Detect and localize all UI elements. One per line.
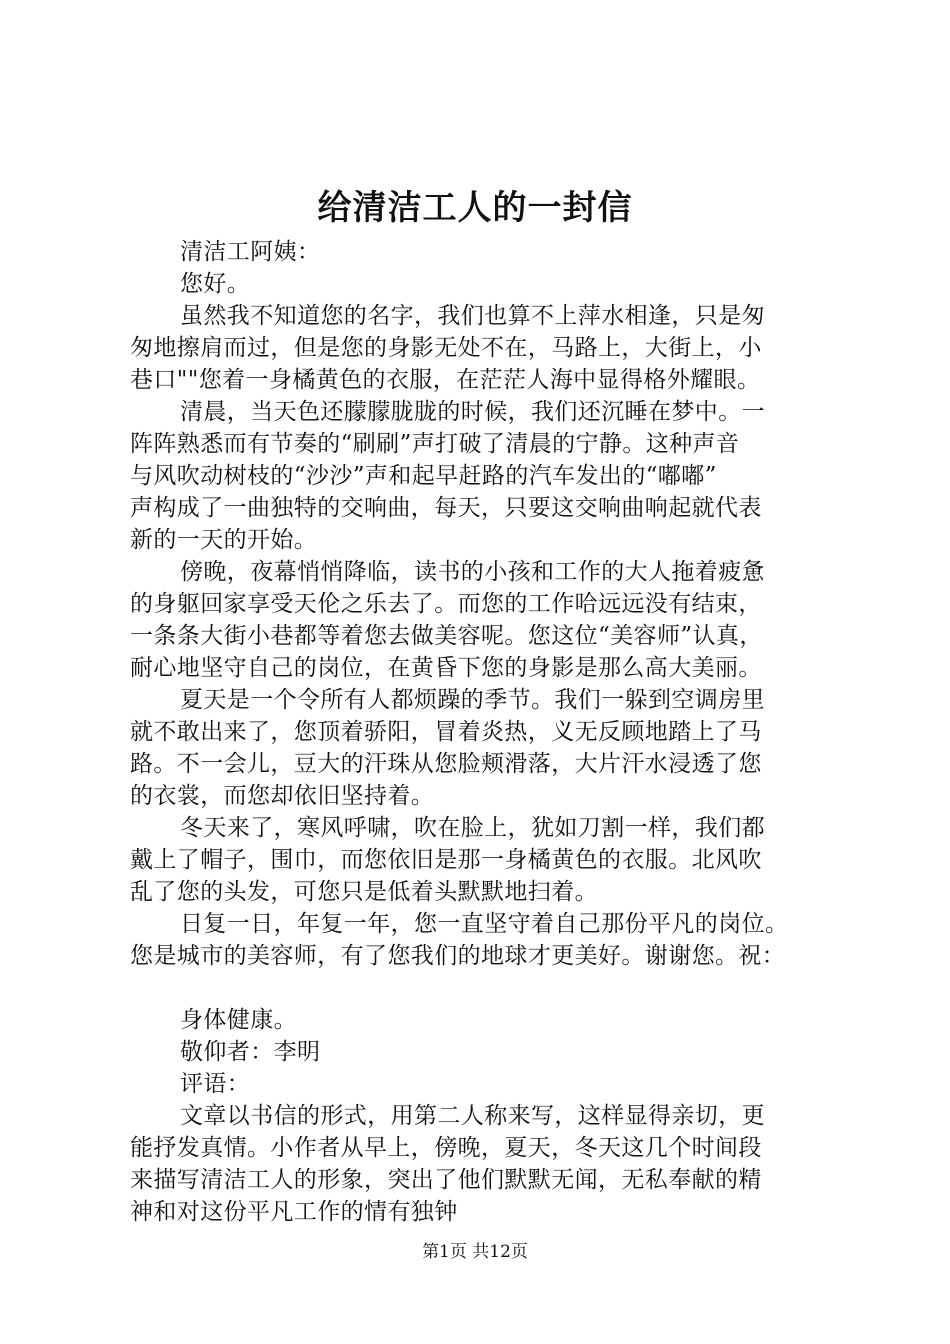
text-line: 巷口""您着一身橘黄色的衣服，在茫茫人海中显得格外耀眼。: [130, 367, 761, 393]
text-line: 您好。: [180, 271, 251, 297]
text-line: 就不敢出来了，您顶着骄阳，冒着炎热，义无反顾地踏上了马: [130, 719, 762, 745]
text-line: [130, 972, 830, 1004]
text-line: 耐心地坚守自己的岗位，在黄昏下您的身影是那么高大美丽。: [130, 655, 762, 681]
text-line: 神和对这份平凡工作的情有独钟: [130, 1199, 458, 1225]
text-line: 新的一天的开始。: [130, 527, 318, 553]
text-line: 冬天来了，寒风呼啸，吹在脸上，犹如刀割一样，我们都: [180, 815, 765, 841]
text-line: 您是城市的美容师，有了您我们的地球才更美好。谢谢您。祝：: [130, 943, 786, 969]
text-line: 阵阵熟悉而有节奏的“刷刷”声打破了清晨的宁静。这种声音: [130, 431, 740, 457]
text-line: 敬仰者：李明: [180, 1039, 321, 1065]
letter-body: [130, 236, 830, 1228]
page-footer: 第1页 共12页: [422, 1242, 528, 1262]
text-line: 评语：: [180, 1071, 251, 1097]
text-line: 清晨，当天色还朦朦胧胧的时候，我们还沉睡在梦中。一: [180, 399, 765, 425]
text-line: 清洁工阿姨：: [180, 239, 321, 265]
text-line: 来描写清洁工人的形象，突出了他们默默无闻，无私奉献的精: [130, 1167, 762, 1193]
text-line: 傍晚，夜幕悄悄降临，读书的小孩和工作的大人拖着疲惫: [180, 559, 765, 585]
text-line: 与风吹动树枝的“沙沙”声和起早赶路的汽车发出的“嘟嘟”: [130, 463, 717, 489]
text-line: 的衣裳，而您却依旧坚持着。: [130, 783, 435, 809]
text-line: 声构成了一曲独特的交响曲，每天，只要这交响曲响起就代表: [130, 495, 762, 521]
text-line: 文章以书信的形式，用第二人称来写，这样显得亲切，更: [180, 1103, 765, 1129]
text-line: 戴上了帽子，围巾，而您依旧是那一身橘黄色的衣服。北风吹: [130, 847, 762, 873]
text-line: 夏天是一个令所有人都烦躁的季节。我们一躲到空调房里: [180, 687, 765, 713]
text-line: 日复一日，年复一年，您一直坚守着自己那份平凡的岗位。: [180, 911, 789, 937]
text-line: 虽然我不知道您的名字，我们也算不上萍水相逢，只是匆: [180, 303, 765, 329]
text-line: 能抒发真情。小作者从早上，傍晚，夏天，冬天这几个时间段: [130, 1135, 762, 1161]
text-line: 乱了您的头发，可您只是低着头默默地扫着。: [130, 879, 598, 905]
text-line: 匆地擦肩而过，但是您的身影无处不在，马路上，大街上，小: [130, 335, 762, 361]
text-line: 一条条大街小巷都等着您去做美容呢。您这位“美容师”认真，: [130, 623, 763, 649]
text-line: 的身躯回家享受天伦之乐去了。而您的工作哈远远没有结束，: [130, 591, 762, 617]
text-line: 身体健康。: [180, 1007, 297, 1033]
text-line: 路。不一会儿，豆大的汗珠从您脸颊滑落，大片汗水浸透了您: [130, 751, 762, 777]
document-title: 给清洁工人的一封信: [317, 188, 633, 228]
